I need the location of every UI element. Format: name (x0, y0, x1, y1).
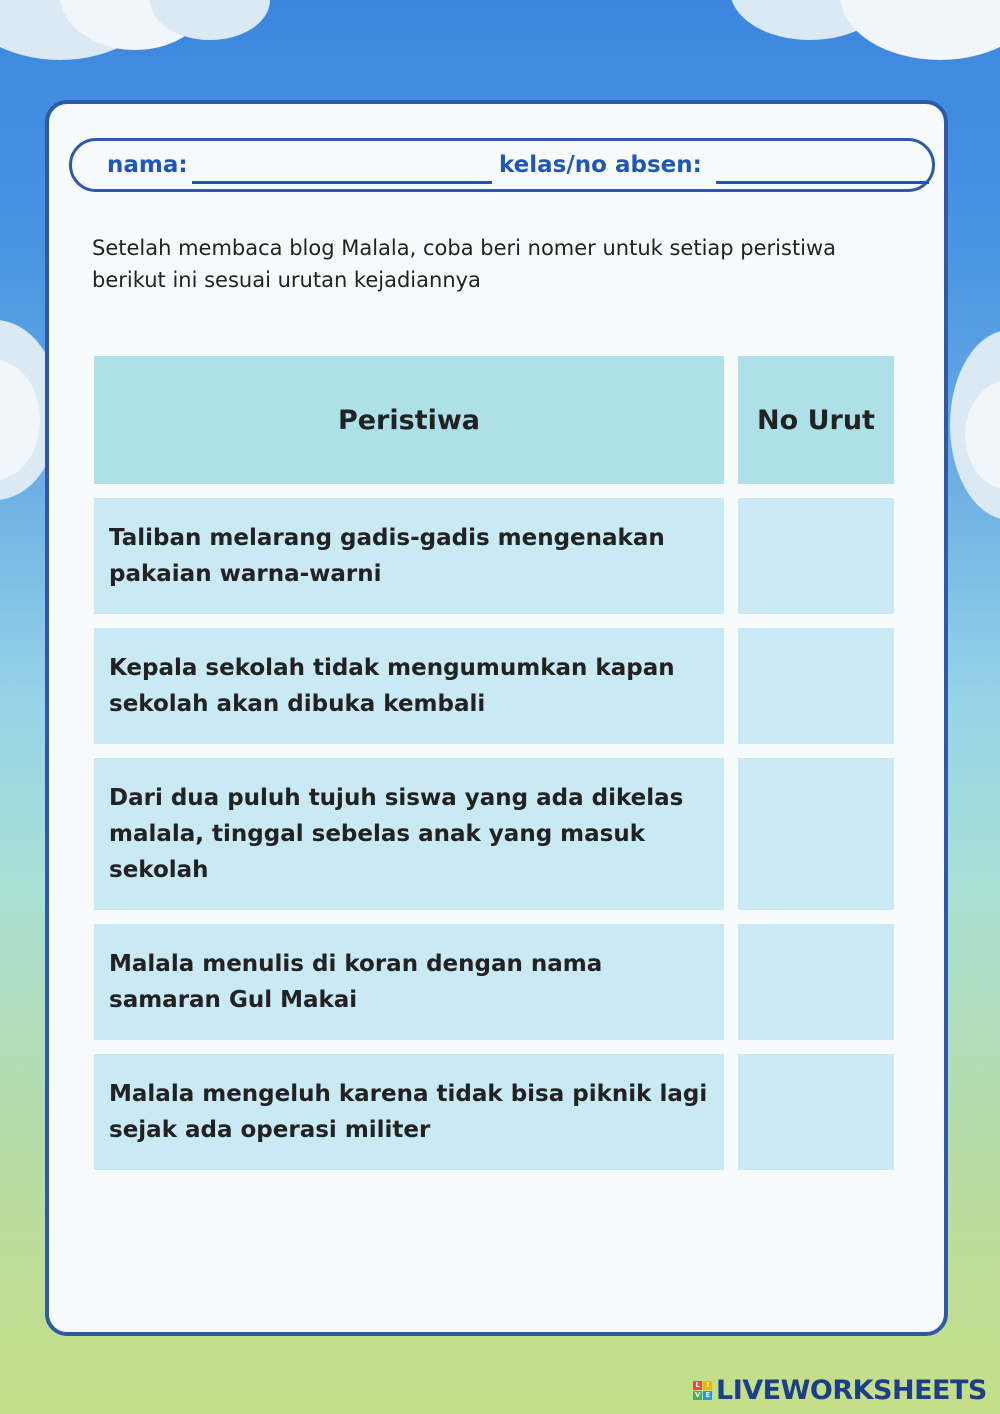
table-row (94, 1054, 724, 1170)
event-text: Kepala sekolah tidak mengumumkan kapan sekolah akan dibuka kembali (109, 655, 675, 717)
header-peristiwa: Peristiwa (94, 356, 724, 484)
order-input[interactable] (738, 1054, 894, 1170)
name-label: nama: (107, 152, 188, 178)
table-row (94, 628, 724, 744)
order-input[interactable] (738, 758, 894, 910)
event-text: Malala mengeluh karena tidak bisa piknik lagi sejak ada operasi militer (109, 1081, 708, 1143)
order-input[interactable] (738, 498, 894, 614)
liveworksheets-brand[interactable] (693, 1374, 987, 1406)
name-bar (69, 138, 935, 192)
logo-letter: I (703, 1381, 712, 1390)
worksheet-card (45, 100, 948, 1336)
table-row (94, 758, 724, 910)
logo-letter: V (693, 1391, 702, 1400)
brand-name: LIVEWORKSHEETS (716, 1374, 987, 1406)
class-input-line[interactable] (716, 181, 929, 184)
name-input-line[interactable] (192, 181, 492, 184)
event-text: Malala menulis di koran dengan nama samaran Gul Makai (109, 951, 603, 1013)
event-text: Taliban melarang gadis-gadis mengenakan pakaian warna-warni (109, 525, 665, 587)
class-label: kelas/no absen: (499, 152, 702, 178)
table-row (94, 498, 724, 614)
logo-letter: L (693, 1381, 702, 1390)
instruction-text: Setelah membaca blog Malala, coba beri nomer untuk setiap peristiwa berikut ini sesuai urutan kejadiannya (92, 236, 837, 292)
header-no-urut: No Urut (738, 356, 894, 484)
table-row (94, 924, 724, 1040)
event-text: Dari dua puluh tujuh siswa yang ada dikelas malala, tinggal sebelas anak yang masuk sekolah (109, 785, 684, 883)
logo-letter: E (703, 1391, 712, 1400)
order-input[interactable] (738, 924, 894, 1040)
order-input[interactable] (738, 628, 894, 744)
liveworksheets-logo-icon (693, 1381, 712, 1400)
